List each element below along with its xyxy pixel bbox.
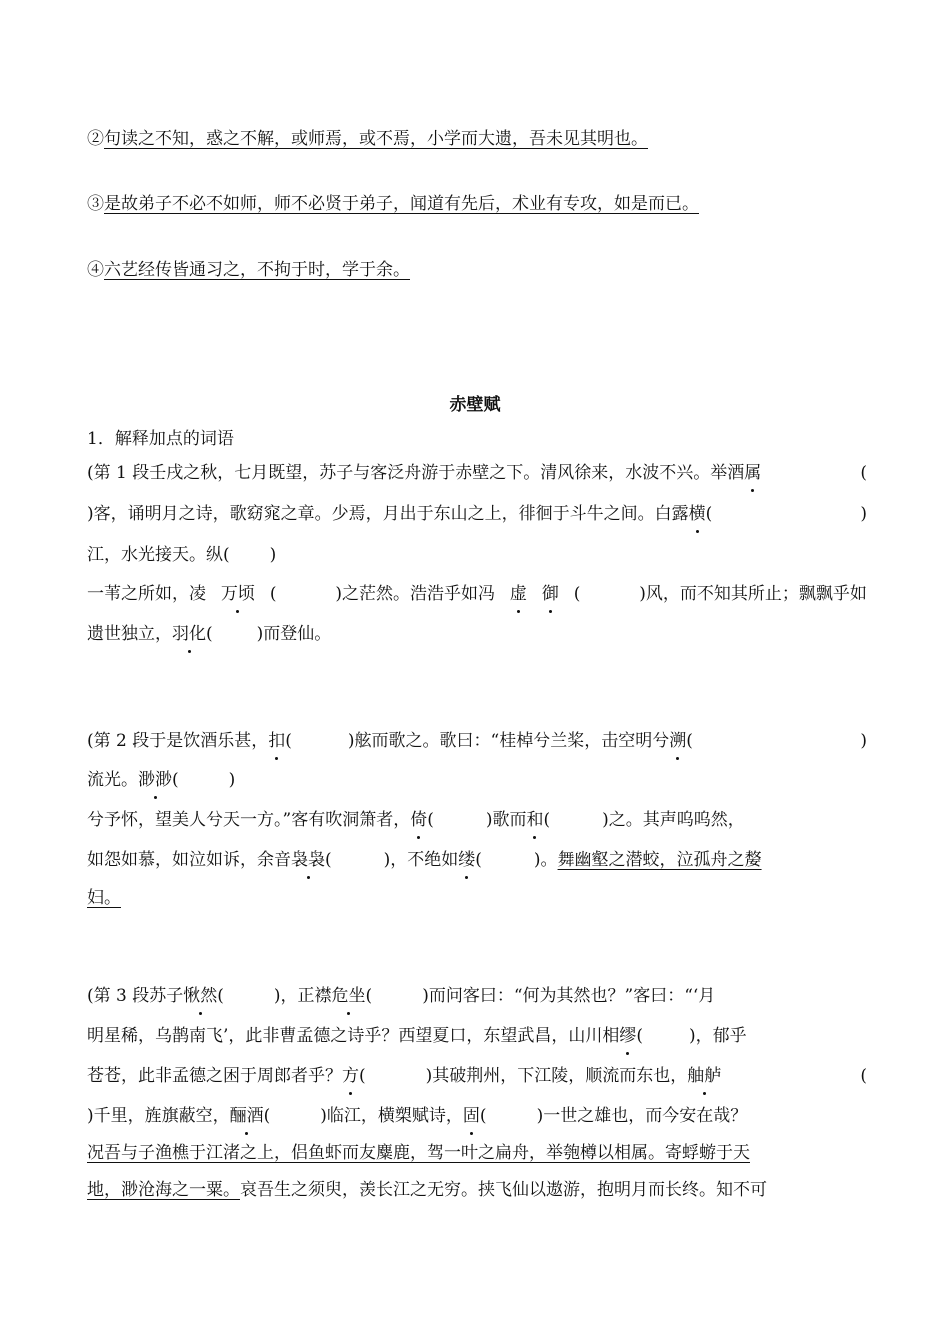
sentence-3-number: ③	[87, 194, 104, 214]
sentence-2-text: 句读之不知，惑之不解，或师焉，或不焉，小学而大遗，吾未见其明也。	[104, 129, 648, 149]
dotted-word: 缪	[619, 1026, 637, 1046]
underlined-sentence: 况吾与子渔樵于江渚之上，侣鱼虾而友麋鹿，驾一叶之扁舟，举匏樽以相属。寄蜉蝣于天	[87, 1143, 750, 1163]
para3-line3: 苍苍，此非孟德之困于周郎者乎？方( )其破荆州，下江陵，顺流而东也，舳舻 (	[87, 1066, 867, 1086]
para3-line4: )千里，旌旗蔽空，酾酒( )临江，横槊赋诗，固( )一世之雄也，而今安在哉？	[87, 1106, 748, 1126]
para2-line4: 如怨如慕，如泣如诉，余音袅袅( )，不绝如缕( )。舞幽壑之潜蛟，泣孤舟之嫠	[87, 850, 762, 870]
dotted-word: 愀然	[183, 986, 218, 1006]
dotted-word: 缕	[458, 850, 476, 870]
sentence-2-number: ②	[87, 129, 104, 149]
sentence-3	[87, 192, 867, 216]
dotted-word: 袅袅	[291, 850, 325, 870]
sentence-4-number: ④	[87, 260, 104, 280]
dotted-word: 万顷	[220, 584, 255, 604]
underlined-sentence: 舞幽壑之潜蛟，泣孤舟之嫠	[557, 850, 762, 870]
sentence-4-text: 六艺经传皆通习之，不拘于时，学于余。	[104, 260, 410, 280]
dotted-word: 和	[526, 810, 544, 830]
dotted-word: 方	[342, 1066, 359, 1086]
dotted-word: 固	[462, 1106, 480, 1126]
blank-close: )	[860, 731, 867, 751]
blank-open: (	[705, 504, 713, 524]
dotted-word: 倚	[410, 810, 428, 830]
underlined-sentence: 妇。	[87, 888, 121, 908]
dotted-word: 横	[688, 504, 706, 524]
blank-close: )	[860, 504, 867, 524]
para1-line5: 遗世独立，羽化( )而登仙。	[87, 624, 332, 644]
para3-line1: (第 3 段苏子愀然( )，正襟危坐( )而问客曰：“何为其然也？”客曰：“‘月	[87, 986, 716, 1006]
para3-line2: 明星稀，乌鹊南飞’，此非曹孟德之诗乎？西望夏口，东望武昌，山川相缪( )，郁乎	[87, 1026, 747, 1046]
dotted-word: 危坐	[331, 986, 366, 1006]
para1-line1-text: (第 1 段壬戌之秋，七月既望，苏子与客泛舟游于赤壁之下。清风徐来，水波不兴。举酒属	[87, 463, 762, 483]
para3-line6: 地，渺沧海之一粟。哀吾生之须臾，羡长江之无穷。挟飞仙以遨游，抱明月而长终。知不可	[87, 1180, 767, 1200]
dotted-word: 舳舻	[687, 1066, 722, 1086]
dotted-word: 酾酒	[229, 1106, 264, 1126]
underlined-sentence: 地，渺沧海之一粟。	[87, 1180, 240, 1200]
para2-line1: (第 2 段于是饮酒乐甚，扣( )舷而歌之。歌曰：“桂棹兮兰桨，击空明兮溯( )	[87, 731, 867, 751]
para2-line2: 流光。渺渺( )	[87, 770, 236, 790]
page-title: 赤壁赋	[449, 395, 501, 414]
dotted-word: 扣	[268, 731, 286, 751]
dotted-word: 属	[744, 463, 762, 483]
para2-line3: 兮予怀，望美人兮天一方。”客有吹洞箫者，倚( )歌而和( )之。其声呜呜然，	[87, 810, 745, 830]
para1-line1	[87, 461, 867, 485]
section-heading: 1．解释加点的词语	[87, 429, 234, 449]
blank-close: )	[269, 545, 277, 565]
sentence-4	[87, 258, 867, 282]
para1-line2: )客，诵明月之诗，歌窈窕之章。少焉，月出于东山之上，徘徊于斗牛之间。白露横( )	[87, 504, 867, 524]
blank-open: (	[860, 463, 867, 483]
dotted-word: 御	[541, 584, 559, 604]
para2-line5	[87, 886, 867, 910]
dotted-word: 溯	[669, 731, 687, 751]
dotted-word: 羽化	[172, 624, 206, 644]
para3-line5	[87, 1141, 867, 1165]
sentence-3-text: 是故弟子不必不如师，师不必贤于弟子，闻道有先后，术业有专攻，如是而已。	[104, 194, 699, 214]
dotted-word: 渺渺	[138, 770, 172, 790]
dotted-word: 虚	[509, 584, 527, 604]
para1-line3: 江，水光接天。纵( )	[87, 545, 277, 565]
blank-open: (	[860, 1066, 867, 1086]
para1-line4: 一苇之所如，凌 万顷 ( )之茫然。浩浩乎如冯 虚 御 ( )风，而不知其所止；飘飘乎如	[87, 584, 867, 604]
sentence-2	[87, 127, 867, 151]
